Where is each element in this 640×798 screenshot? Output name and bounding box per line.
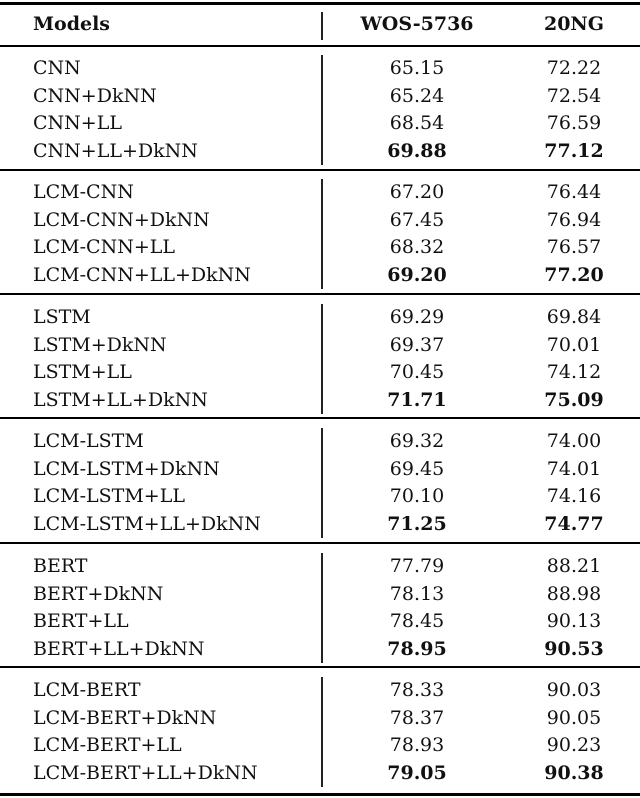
model-name: LCM-LSTM+DkNN: [33, 457, 220, 480]
model-name: LCM-CNN: [33, 181, 134, 203]
wos-5736-value: 79.05: [387, 761, 447, 784]
model-name: LCM-LSTM+LL+DkNN: [33, 512, 261, 535]
model-name: CNN+DkNN: [33, 84, 157, 107]
wos-5736-value: 65.15: [389, 57, 445, 79]
table-row: [0, 55, 640, 81]
wos-5736-value: 78.45: [389, 610, 445, 632]
20ng-value: 76.57: [546, 236, 602, 258]
table-row: [0, 262, 640, 288]
wos-5736-value: 67.45: [389, 208, 445, 231]
20ng-value: 74.00: [546, 430, 602, 452]
wos-5736-value: 70.45: [389, 361, 445, 383]
20ng-value: 88.98: [546, 582, 602, 605]
20ng-value: 90.03: [546, 679, 602, 701]
model-name: LCM-BERT+DkNN: [33, 706, 217, 729]
top-rule: [0, 2, 640, 5]
model-name: LCM-CNN+LL+DkNN: [33, 263, 251, 286]
wos-5736-value: 78.95: [387, 637, 447, 660]
wos-5736-value: 78.93: [389, 734, 445, 756]
table-row: [0, 332, 640, 358]
model-name: LSTM: [33, 306, 91, 328]
model-name: LCM-LSTM+LL: [33, 485, 185, 507]
wos-5736-value: 77.79: [389, 555, 445, 577]
wos-5736-value: 71.25: [387, 512, 447, 535]
group-rule: [0, 417, 640, 419]
table-row: [0, 581, 640, 607]
20ng-value: 74.77: [544, 512, 604, 535]
group-rule: [0, 293, 640, 295]
table-row: [0, 553, 640, 579]
model-name: LCM-LSTM: [33, 430, 144, 452]
table-row: [0, 732, 640, 758]
model-name: BERT+LL+DkNN: [33, 637, 205, 660]
model-name: BERT+DkNN: [33, 582, 164, 605]
model-name: CNN: [33, 57, 81, 79]
header-rule: [0, 45, 640, 47]
20ng-value: 90.53: [544, 637, 604, 660]
20ng-value: 74.01: [546, 457, 602, 480]
table-row: [0, 83, 640, 109]
20ng-value: 76.94: [546, 208, 602, 231]
wos-5736-value: 69.20: [387, 263, 447, 286]
table-row: [0, 387, 640, 413]
table-row: [0, 636, 640, 662]
model-name: LSTM+LL: [33, 361, 132, 383]
20ng-value: 77.20: [544, 263, 604, 286]
wos-5736-value: 78.33: [389, 679, 445, 701]
table-row: [0, 428, 640, 454]
table-row: [0, 304, 640, 330]
wos-5736-value: 68.32: [389, 236, 445, 258]
header-divider: [321, 12, 323, 40]
table-row: [0, 207, 640, 233]
20ng-value: 90.23: [546, 734, 602, 756]
model-name: LCM-CNN+LL: [33, 236, 175, 258]
wos-5736-value: 69.29: [389, 306, 445, 328]
table-row: [0, 760, 640, 786]
table-row: [0, 179, 640, 205]
group-rule: [0, 169, 640, 171]
20ng-value: 77.12: [544, 139, 604, 162]
20ng-value: 88.21: [546, 555, 602, 577]
wos-5736-value: 69.45: [389, 457, 445, 480]
model-name: LCM-BERT: [33, 679, 141, 701]
model-name: BERT: [33, 555, 88, 577]
20ng-value: 70.01: [546, 333, 602, 356]
table-row: [0, 608, 640, 634]
wos-5736-value: 67.20: [389, 181, 445, 203]
model-name: LCM-BERT+LL: [33, 734, 182, 756]
table-row: [0, 456, 640, 482]
group-rule: [0, 666, 640, 668]
bottom-rule: [0, 793, 640, 796]
table-row: [0, 677, 640, 703]
model-name: LSTM+LL+DkNN: [33, 388, 208, 411]
20ng-value: 74.16: [546, 485, 602, 507]
model-name: LCM-BERT+LL+DkNN: [33, 761, 258, 784]
wos-5736-value: 69.37: [389, 333, 445, 356]
header-row: [0, 11, 640, 37]
wos-5736-value: 70.10: [389, 485, 445, 507]
20ng-value: 90.05: [546, 706, 602, 729]
20ng-value: 69.84: [546, 306, 602, 328]
table-row: [0, 483, 640, 509]
model-name: LCM-CNN+DkNN: [33, 208, 210, 231]
table-row: [0, 511, 640, 537]
model-name: CNN+LL+DkNN: [33, 139, 198, 162]
model-name: LSTM+DkNN: [33, 333, 167, 356]
wos-5736-value: 71.71: [387, 388, 447, 411]
table-row: [0, 110, 640, 136]
group-rule: [0, 542, 640, 544]
20ng-value: 72.54: [546, 84, 602, 107]
20ng-value: 74.12: [546, 361, 602, 383]
header-20ng: 20NG: [543, 13, 605, 35]
wos-5736-value: 68.54: [389, 112, 445, 134]
table-row: [0, 359, 640, 385]
20ng-value: 90.38: [544, 761, 604, 784]
20ng-value: 72.22: [546, 57, 602, 79]
20ng-value: 90.13: [546, 610, 602, 632]
wos-5736-value: 78.37: [389, 706, 445, 729]
20ng-value: 76.59: [546, 112, 602, 134]
table-row: [0, 234, 640, 260]
table-row: [0, 705, 640, 731]
wos-5736-value: 69.32: [389, 430, 445, 452]
20ng-value: 76.44: [546, 181, 602, 203]
20ng-value: 75.09: [544, 388, 604, 411]
wos-5736-value: 65.24: [389, 84, 445, 107]
model-name: BERT+LL: [33, 610, 129, 632]
model-name: CNN+LL: [33, 112, 122, 134]
header-models: Models: [33, 13, 110, 35]
wos-5736-value: 78.13: [389, 582, 445, 605]
table-row: [0, 138, 640, 164]
header-wos-5736: WOS-5736: [360, 13, 474, 35]
wos-5736-value: 69.88: [387, 139, 447, 162]
